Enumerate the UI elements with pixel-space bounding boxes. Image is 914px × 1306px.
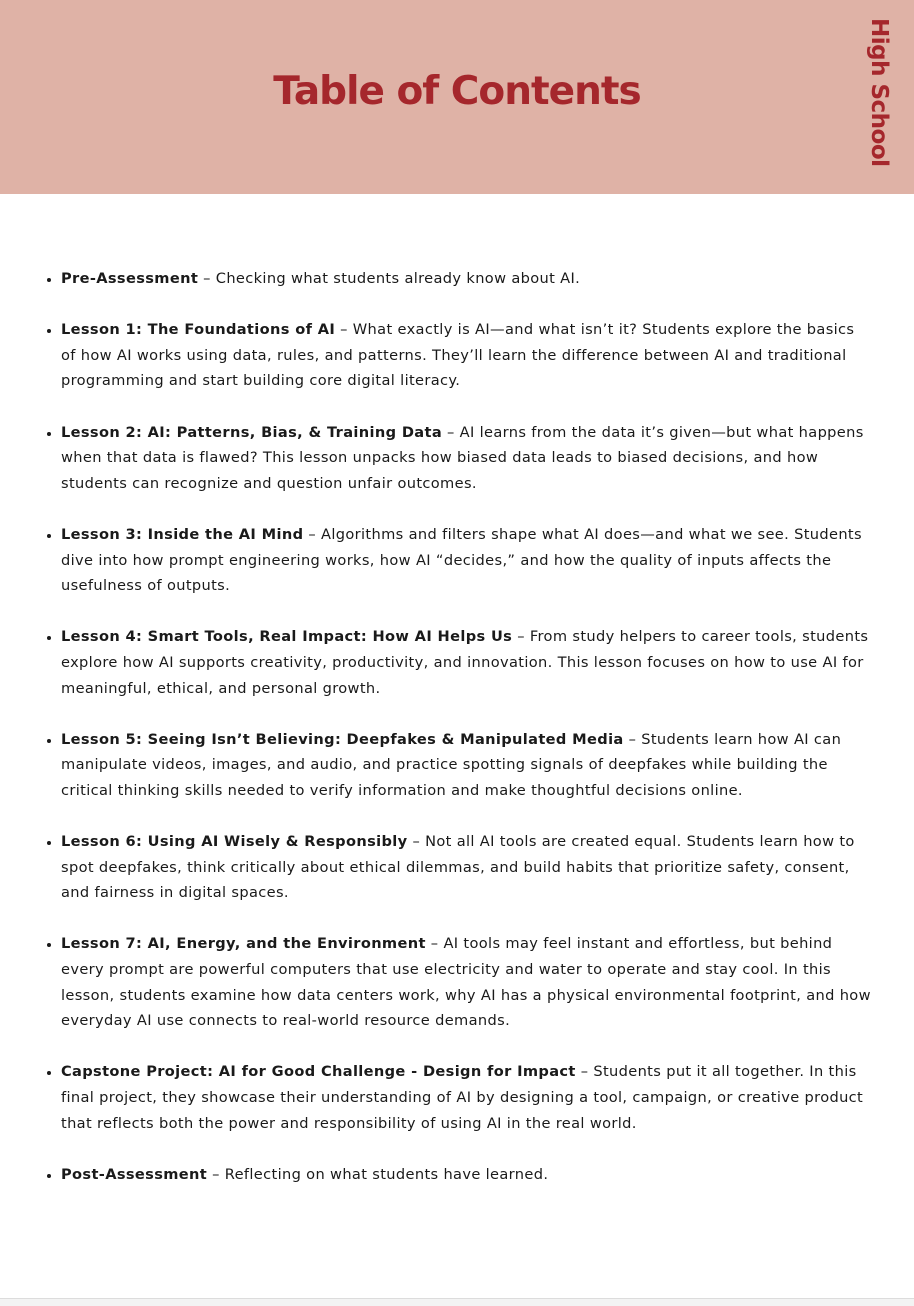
toc-item-description: Reflecting on what students have learned. (224, 1165, 549, 1183)
toc-item-description: AI learns from the data it’s given—but what happens when that data is flawed? This lesson unpacks how biased data leads to biased decisions, and how students can recognize and question unfair outcomes. (61, 423, 864, 492)
toc-item-lesson-1 (61, 317, 874, 394)
toc-item-separator: – (442, 423, 460, 441)
toc-item-description: Not all AI tools are created equal. Students learn how to spot deepfakes, think critically about ethical dilemmas, and build habits that prioritize safety, consent, and fairness in digital spaces. (61, 833, 855, 902)
grade-level-label: High School (866, 18, 892, 167)
toc-item-title: Lesson 5: Seeing Isn’t Believing: Deepfakes & Manipulated Media (61, 730, 624, 748)
toc-item-title: Post-Assessment (61, 1165, 208, 1183)
page-title: Table of Contents (273, 69, 641, 114)
toc-item-pre-assessment (61, 266, 874, 292)
toc-item-separator: – (575, 1063, 594, 1081)
toc-item-title: Lesson 6: Using AI Wisely & Responsibly (61, 833, 408, 851)
toc-item-capstone-project (61, 1059, 874, 1136)
toc-item-lesson-4 (61, 624, 874, 701)
toc-item-title: Capstone Project: AI for Good Challenge - Design for Impact (61, 1063, 576, 1081)
toc-item-title: Lesson 1: The Foundations of AI (61, 321, 336, 339)
toc-item-title: Lesson 2: AI: Patterns, Bias, & Training Data (61, 423, 443, 441)
toc-item-lesson-3 (61, 522, 874, 599)
toc-item-title: Lesson 4: Smart Tools, Real Impact: How AI Helps Us (61, 628, 513, 646)
header-band (0, 0, 914, 194)
toc-item-description: What exactly is AI—and what isn’t it? Students explore the basics of how AI works using data, rules, and patterns. They’ll learn the difference between AI and traditional programming and start building core digital literacy. (61, 321, 855, 390)
toc-item-lesson-7 (61, 931, 874, 1033)
toc-item-title: Pre-Assessment (61, 270, 199, 287)
toc-item-description: Students put it all together. In this final project, they showcase their understanding of AI by designing a tool, campaign, or creative product that reflects both the power and responsibility of using AI in the real world. (61, 1063, 864, 1132)
toc-item-separator: – (512, 628, 530, 646)
toc-item-separator: – (198, 270, 216, 287)
table-of-contents-list (24, 266, 874, 1213)
toc-item-description: Students learn how AI can manipulate videos, images, and audio, and practice spotting signals of deepfakes while building the critical thinking skills needed to verify information and make thoughtful decisions online. (61, 730, 842, 799)
toc-item-description: From study helpers to career tools, students explore how AI supports creativity, productivity, and innovation. This lesson focuses on how to use AI for meaningful, ethical, and personal growth. (61, 628, 869, 697)
toc-item-separator: – (207, 1165, 225, 1183)
toc-item-separator: – (335, 321, 353, 339)
toc-item-separator: – (425, 935, 444, 953)
toc-item-separator: – (623, 730, 642, 748)
toc-item-description: Checking what students already know about AI. (215, 270, 581, 287)
toc-item-lesson-2 (61, 420, 874, 497)
toc-item-description: Algorithms and filters shape what AI does—and what we see. Students dive into how prompt engineering works, how AI “decides,” and how the quality of inputs affects the usefulness of outputs. (61, 525, 862, 595)
toc-item-lesson-5 (61, 727, 874, 804)
toc-item-separator: – (407, 833, 426, 851)
page-bottom-edge (0, 1298, 914, 1306)
toc-item-title: Lesson 7: AI, Energy, and the Environment (61, 935, 426, 953)
toc-item-lesson-6 (61, 829, 874, 906)
toc-item-description: AI tools may feel instant and effortless, but behind every prompt are powerful computers that use electricity and water to operate and stay cool. In this lesson, students examine how data centers work, why AI has a physical environmental footprint, and how everyday AI use connects to real-world resource demands. (61, 935, 871, 1030)
toc-item-separator: – (303, 525, 322, 543)
toc-item-title: Lesson 3: Inside the AI Mind (61, 525, 304, 543)
toc-item-post-assessment (61, 1162, 874, 1188)
